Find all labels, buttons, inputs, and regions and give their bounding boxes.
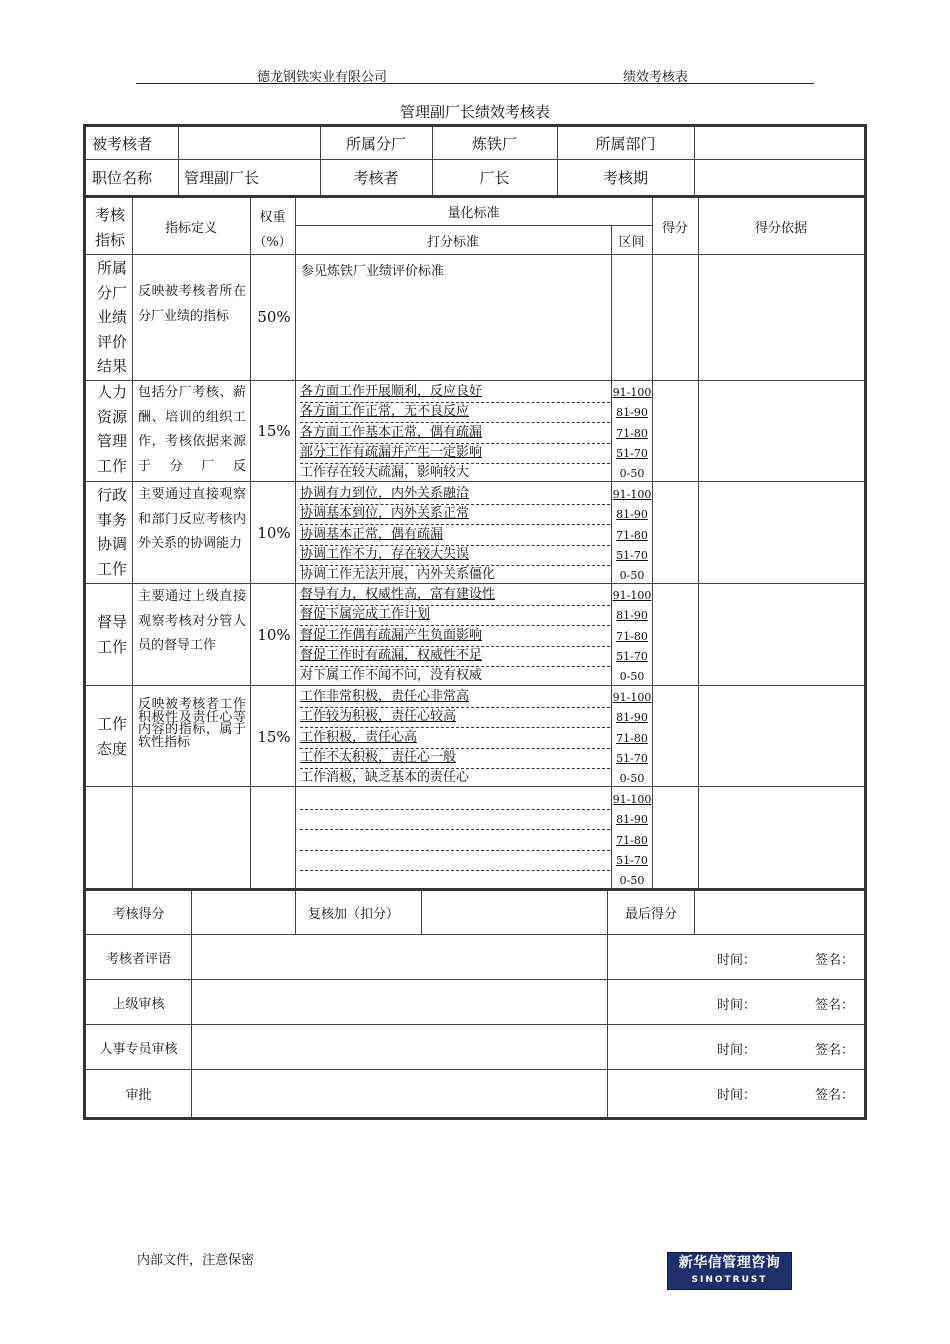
- score-range: [612, 566, 652, 586]
- score-range-text: 81-90: [616, 813, 648, 827]
- header-score-basis: 得分依据: [754, 220, 807, 236]
- score-range-text: 71-80: [616, 833, 648, 847]
- score-range: [612, 708, 652, 728]
- score-range-text: 81-90: [616, 406, 648, 420]
- field-branch-factory[interactable]: 炼铁厂: [471, 134, 517, 153]
- score-range-text: 0-50: [619, 670, 645, 684]
- criterion-text: 工作存在较大疏漏，影响较大: [300, 465, 470, 481]
- header-indicator: 考核指标: [94, 206, 125, 249]
- field-evaluator-comments[interactable]: [192, 935, 607, 979]
- label-evaluation-score: 考核得分: [112, 907, 165, 922]
- criterion-text: 各方面工作基本正常，偶有疏漏: [300, 424, 483, 440]
- signature-label: 签名：: [815, 1043, 855, 1058]
- criterion-text: 协调有力到位，内外关系融洽: [300, 486, 470, 501]
- score-cell[interactable]: [653, 255, 698, 380]
- label-position: 职位名称: [92, 169, 153, 187]
- score-range-text: 91-100: [612, 589, 652, 602]
- criterion-row: [300, 546, 610, 566]
- label-evaluation-period: 考核期: [602, 169, 648, 187]
- weight-supervision: 10%: [257, 626, 291, 644]
- score-range: [612, 444, 652, 464]
- time-label: 时间：: [717, 998, 757, 1013]
- score-range: [612, 790, 652, 810]
- logo-english-text: SINOTRUST: [691, 1275, 768, 1285]
- score-range: [612, 606, 652, 626]
- confidential-note: 内部文件，注意保密: [137, 1253, 255, 1268]
- criterion-row: [300, 831, 610, 851]
- score-cell[interactable]: [653, 482, 698, 583]
- header-rule: [136, 83, 814, 84]
- field-final-score[interactable]: [695, 891, 864, 934]
- criterion-row: [300, 566, 610, 586]
- criterion-row: [300, 424, 610, 444]
- criterion-text: 各方面工作正常，无不良反应: [300, 404, 470, 420]
- score-range-text: 81-90: [616, 609, 648, 623]
- time-label: 时间：: [717, 1088, 757, 1103]
- field-evaluation-period[interactable]: [694, 160, 864, 195]
- score-range-text: 51-70: [616, 446, 648, 460]
- indicator-hr-management: 人力资源管理工作: [96, 383, 127, 475]
- criterion-row: [300, 708, 610, 728]
- definition-work-attitude: 反映被考核者工作积极性及责任心等内容的指标，属于软性指标: [138, 697, 246, 750]
- rule: [295, 198, 296, 888]
- score-range: [612, 810, 652, 830]
- definition-hr-management: 包括分厂考核、薪酬、培训的组织工作，考核依据来源于分厂反: [138, 385, 246, 474]
- score-range: [612, 627, 652, 647]
- score-basis-cell[interactable]: [699, 381, 864, 481]
- header-weight: 权重: [259, 210, 286, 225]
- header-definition: 指标定义: [164, 220, 217, 236]
- criterion-text: 督促工作偶有疏漏产生负面影响: [300, 627, 483, 643]
- criterion-row: [300, 505, 610, 525]
- criterion-text: 部分工作有疏漏并产生一定影响: [300, 444, 483, 460]
- score-range-text: 81-90: [616, 711, 648, 725]
- score-cell[interactable]: [653, 787, 698, 888]
- indicator-admin-coordination: 行政事务协调工作: [96, 486, 127, 578]
- score-range-text: 51-70: [616, 853, 648, 867]
- header-range: 区间: [618, 234, 645, 250]
- criterion-text: 协调工作不力，存在较大失误: [300, 546, 470, 562]
- field-review-adjustment[interactable]: [422, 891, 607, 934]
- criterion-row: [300, 749, 610, 769]
- criterion-row: [300, 586, 610, 606]
- field-position[interactable]: 管理副厂长: [184, 169, 260, 187]
- score-range: [612, 851, 652, 871]
- reference-standard: 参见炼铁厂业绩评价标准: [301, 264, 445, 279]
- field-department[interactable]: [694, 127, 864, 159]
- score-basis-cell[interactable]: [699, 584, 864, 685]
- score-range-text: 0-50: [619, 467, 645, 481]
- weight-work-attitude: 15%: [257, 728, 291, 746]
- criterion-row: [300, 485, 610, 505]
- indicator-work-attitude: 工作态度: [96, 715, 127, 758]
- field-evaluatee[interactable]: [178, 127, 320, 159]
- document-type: 绩效考核表: [623, 70, 689, 85]
- weight-hr-management: 15%: [257, 422, 291, 440]
- logo-chinese-text: 新华信管理咨询: [678, 1255, 781, 1271]
- score-range: [612, 424, 652, 444]
- score-range-text: 0-50: [619, 772, 645, 786]
- score-range-text: 0-50: [619, 569, 645, 583]
- definition-supervision: 主要通过上级直接观察考核对分管人员的督导工作: [138, 589, 246, 653]
- score-range-text: 91-100: [612, 793, 652, 806]
- score-range-text: 51-70: [616, 548, 648, 562]
- rule: [295, 891, 296, 934]
- score-range-text: 0-50: [619, 874, 645, 888]
- criterion-row: [300, 688, 610, 708]
- criterion-row: [300, 810, 610, 830]
- criterion-row: [300, 403, 610, 423]
- label-department: 所属部门: [595, 134, 656, 153]
- header-scoring-standard: 打分标准: [426, 234, 479, 250]
- field-hr-review[interactable]: [192, 1025, 607, 1069]
- criterion-text: 督促工作时有疏漏，权威性不足: [300, 647, 483, 663]
- label-evaluator-comments: 考核者评语: [105, 951, 171, 967]
- score-range-text: 51-70: [616, 649, 648, 663]
- signature-label: 签名：: [815, 1088, 855, 1103]
- score-range: [612, 831, 652, 851]
- criterion-text: 对下属工作不闻不问，没有权威: [300, 668, 483, 684]
- indicator-branch-performance: 所属分厂业绩评价结果: [96, 259, 127, 375]
- time-label: 时间：: [717, 1043, 757, 1058]
- score-range: [612, 749, 652, 769]
- criterion-row: [300, 383, 610, 403]
- score-range-text: 91-100: [612, 386, 652, 399]
- label-review-adjustment: 复核加（扣分）: [308, 907, 400, 922]
- score-range: [612, 526, 652, 546]
- time-label: 时间：: [717, 953, 757, 968]
- score-range: [612, 586, 652, 606]
- header-score: 得分: [661, 220, 688, 236]
- score-range: [612, 546, 652, 566]
- score-range-text: 71-80: [616, 528, 648, 542]
- score-range: [612, 729, 652, 749]
- label-approval: 审批: [125, 1088, 152, 1103]
- signature-label: 签名：: [815, 953, 855, 968]
- criterion-row: [300, 464, 610, 484]
- criterion-text: 协调工作无法开展，内外关系僵化: [300, 567, 496, 583]
- label-branch-factory: 所属分厂: [345, 134, 406, 153]
- score-cell[interactable]: [653, 381, 698, 481]
- definition-admin-coordination: 主要通过直接观察和部门反应考核内外关系的协调能力: [138, 487, 246, 551]
- criterion-text: 工作不太积极，责任心一般: [300, 749, 457, 765]
- score-basis-cell[interactable]: [699, 482, 864, 583]
- signature-label: 签名：: [815, 998, 855, 1013]
- score-range-text: 91-100: [612, 691, 652, 704]
- score-range: [612, 688, 652, 708]
- score-range: [612, 769, 652, 789]
- label-hr-review: 人事专员审核: [99, 1041, 178, 1057]
- criterion-row: [300, 627, 610, 647]
- field-evaluation-score[interactable]: [192, 891, 295, 934]
- criterion-text: 工作积极，责任心高: [300, 729, 418, 745]
- score-range-text: 81-90: [616, 508, 648, 522]
- sinotrust-logo: [667, 1252, 792, 1290]
- criterion-text: 工作消极，缺乏基本的责任心: [300, 770, 470, 786]
- criterion-row: [300, 790, 610, 810]
- criterion-text: 协调基本正常，偶有疏漏: [300, 526, 444, 542]
- score-cell[interactable]: [653, 584, 698, 685]
- score-range-text: 71-80: [616, 426, 648, 440]
- label-final-score: 最后得分: [624, 907, 677, 922]
- score-range: [612, 383, 652, 403]
- label-evaluator: 考核者: [353, 169, 399, 187]
- weight-branch-performance: 50%: [257, 308, 291, 326]
- criterion-row: [300, 729, 610, 749]
- score-range: [612, 871, 652, 891]
- criterion-row: [300, 444, 610, 464]
- field-approval[interactable]: [192, 1070, 607, 1117]
- score-range: [612, 464, 652, 484]
- criterion-text: 各方面工作开展顺利，反应良好: [300, 384, 483, 399]
- field-superior-review[interactable]: [192, 980, 607, 1024]
- definition-branch-performance: 反映被考核者所在分厂业绩的指标: [138, 284, 246, 324]
- criterion-row: [300, 667, 610, 687]
- score-range: [612, 667, 652, 687]
- header-weight-unit: （%）: [253, 235, 292, 250]
- score-range-text: 71-80: [616, 629, 648, 643]
- criterion-row: [300, 647, 610, 667]
- criterion-row: [300, 769, 610, 789]
- label-evaluatee: 被考核者: [92, 134, 153, 153]
- score-range-text: 91-100: [612, 488, 652, 501]
- score-basis-cell[interactable]: [699, 255, 864, 380]
- score-range: [612, 485, 652, 505]
- header-quant-standard: 量化标准: [447, 206, 500, 221]
- field-evaluator[interactable]: 厂长: [479, 169, 510, 187]
- criterion-row: [300, 851, 610, 871]
- score-range: [612, 505, 652, 525]
- criterion-text: 督促下属完成工作计划: [300, 607, 431, 623]
- criterion-text: 工作较为积极，责任心较高: [300, 709, 457, 725]
- criterion-row: [300, 526, 610, 546]
- indicator-supervision: 督导工作: [96, 613, 127, 656]
- score-range-text: 51-70: [616, 751, 648, 765]
- rule: [250, 198, 251, 888]
- criterion-row: [300, 871, 610, 891]
- criterion-row: [300, 606, 610, 626]
- score-range: [612, 403, 652, 423]
- company-name: 德龙钢铁实业有限公司: [257, 70, 388, 85]
- score-basis-cell[interactable]: [699, 686, 864, 786]
- weight-admin-coordination: 10%: [257, 524, 291, 542]
- criterion-text: 督导有力，权威性高，富有建设性: [300, 587, 496, 602]
- label-superior-review: 上级审核: [112, 996, 165, 1012]
- score-range-text: 71-80: [616, 731, 648, 745]
- score-basis-cell[interactable]: [699, 787, 864, 888]
- criterion-text: 协调基本到位，内外关系正常: [300, 506, 470, 522]
- criterion-text: 工作非常积极，责任心非常高: [300, 689, 470, 704]
- score-range: [612, 647, 652, 667]
- form-title: 管理副厂长绩效考核表: [399, 103, 550, 121]
- score-cell[interactable]: [653, 686, 698, 786]
